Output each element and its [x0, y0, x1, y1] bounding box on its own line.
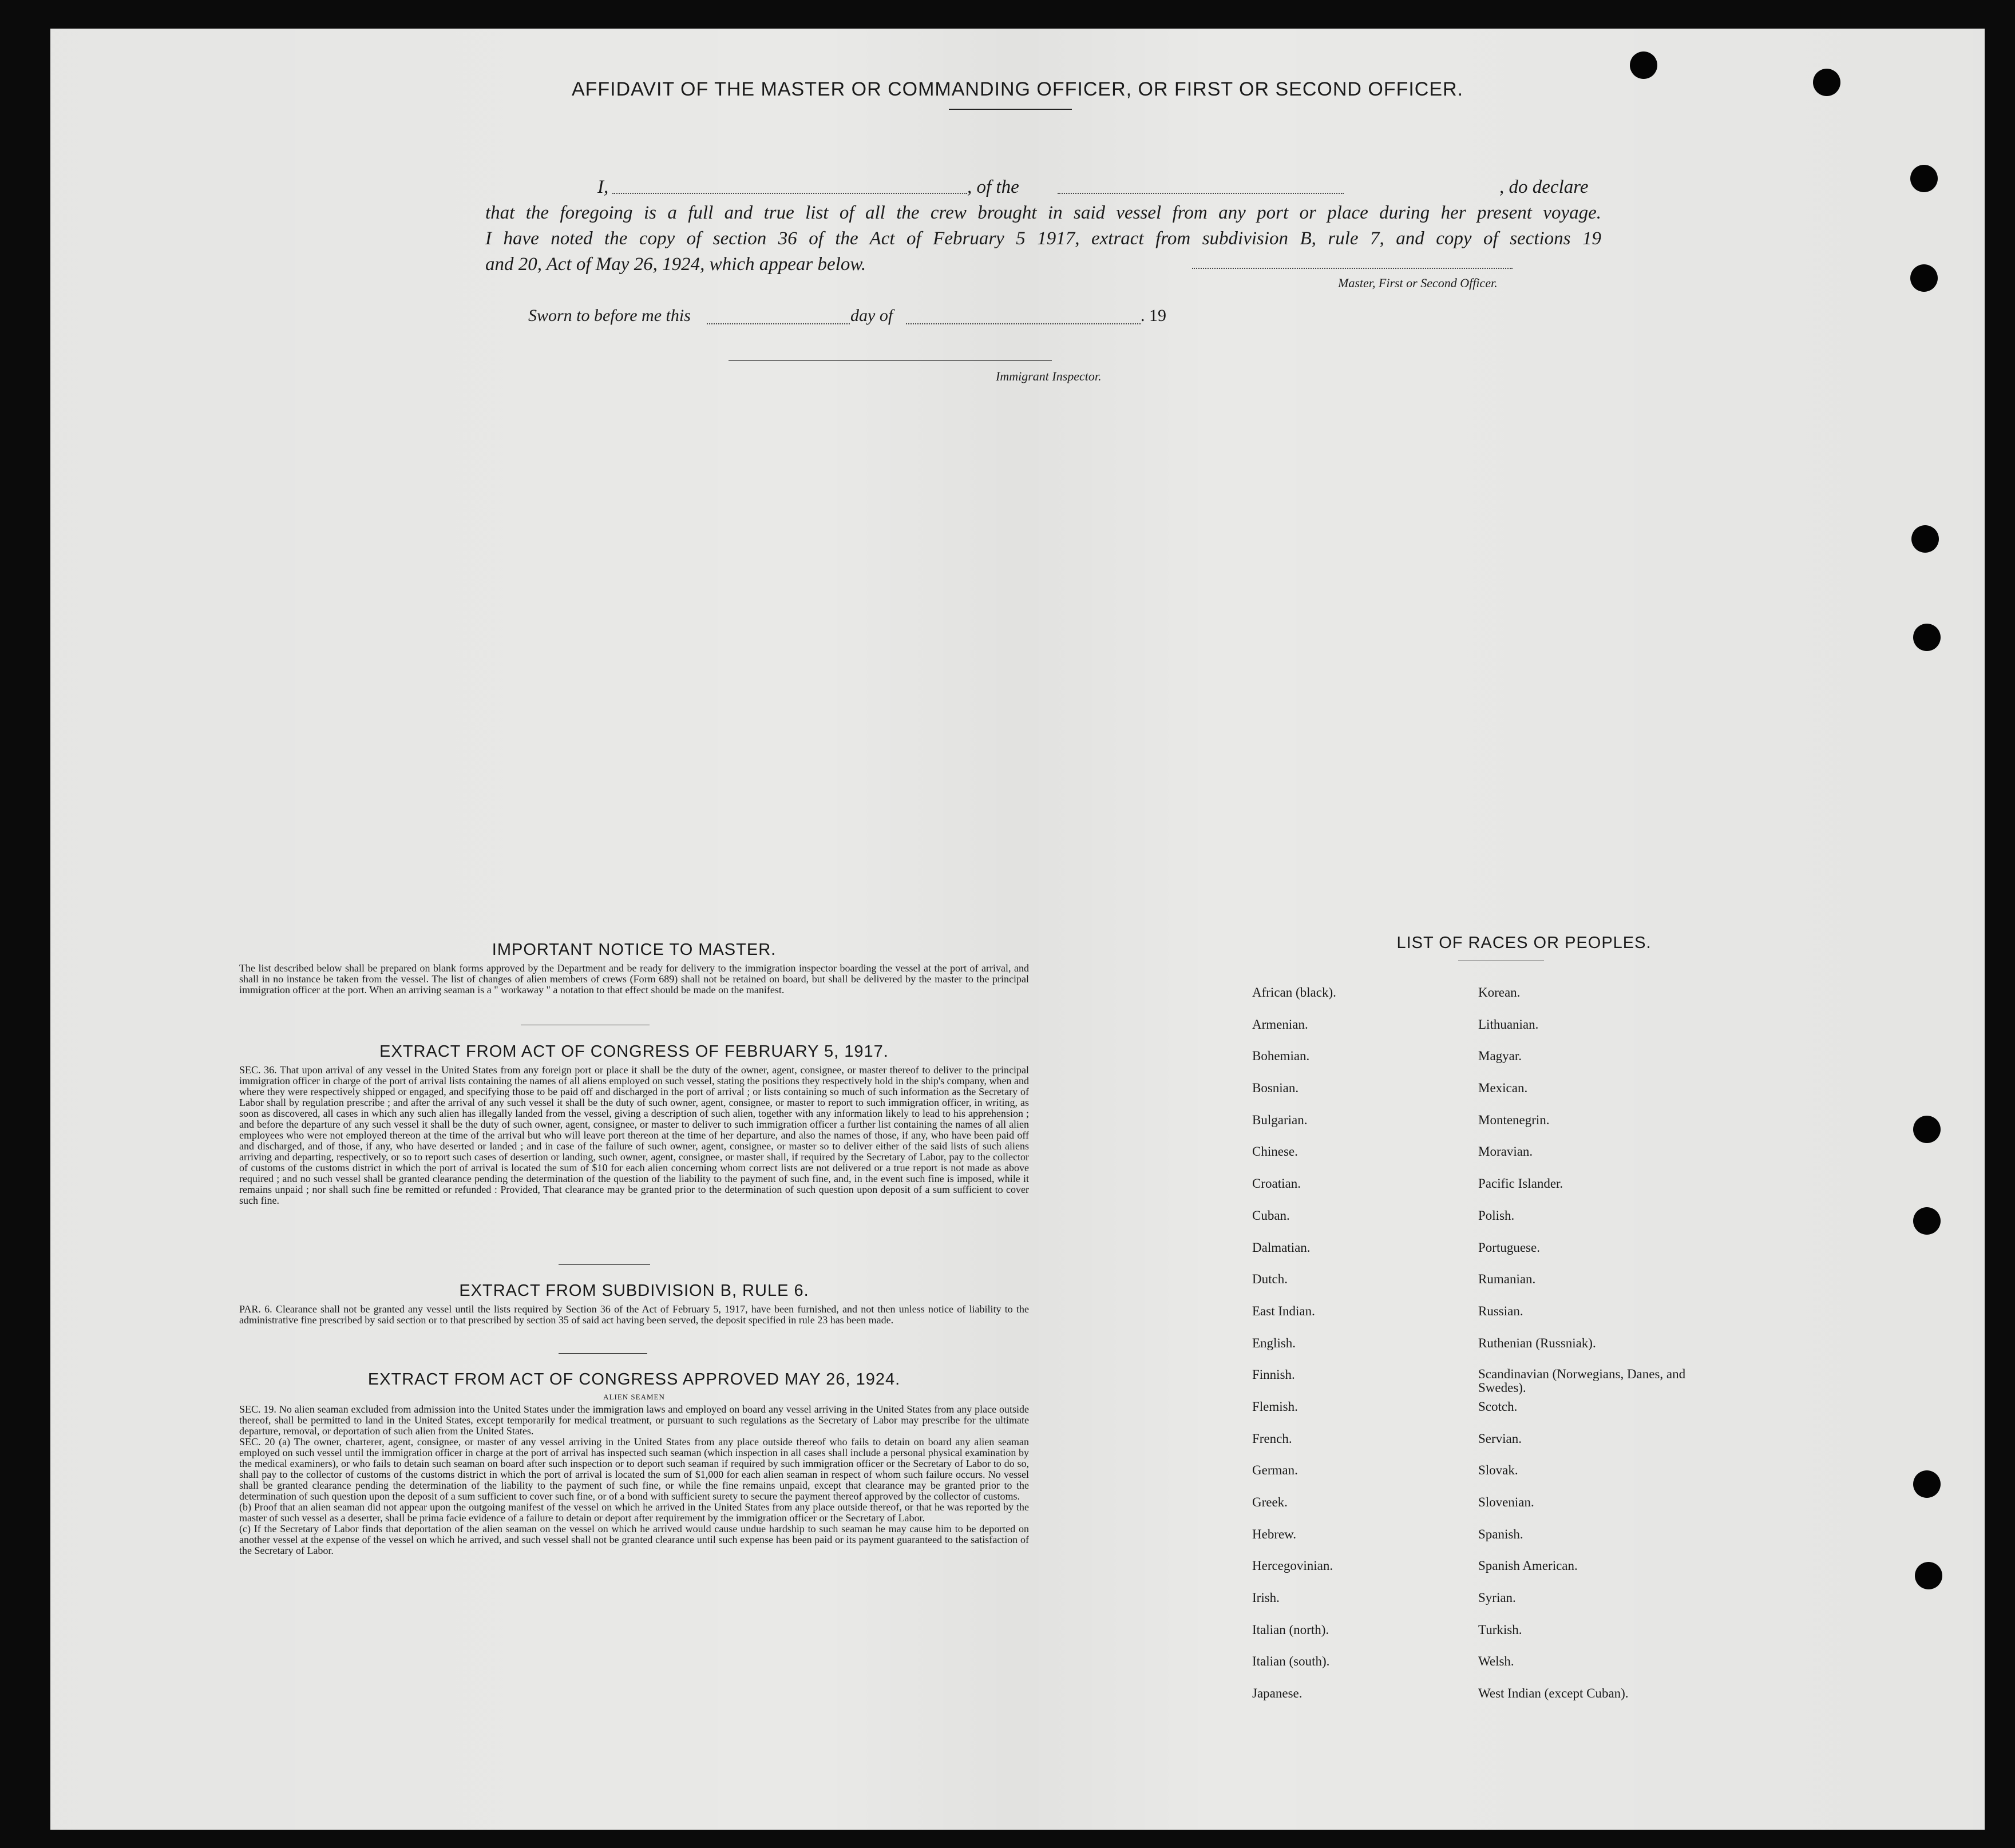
affiant-prefix: I,	[597, 177, 609, 197]
race-item: English.	[1252, 1335, 1296, 1350]
race-item: Bosnian.	[1252, 1081, 1299, 1096]
race-item: Hercegovinian.	[1252, 1558, 1333, 1573]
race-item: Pacific Islander.	[1478, 1176, 1563, 1191]
race-item: Syrian.	[1478, 1591, 1516, 1605]
vessel-of-label: , of the	[967, 177, 1019, 197]
race-item: Hebrew.	[1252, 1526, 1297, 1541]
punch-hole	[1915, 1562, 1942, 1589]
sec-20c: (c) If the Secretary of Labor finds that deportation of the alien seaman on the vessel on which he arrived would cause undue hardship to such seaman he may cause him to be deported on another vessel at the expense of the vessel on which he arrived, and such vessel shall not be granted clearance until such expense has been paid or its payment guaranteed to the satisfaction of the Secretary of Labor.	[239, 1523, 1029, 1556]
affidavit-line-4: and 20, Act of May 26, 1924, which appear below.	[485, 254, 866, 275]
race-item: Russian.	[1478, 1303, 1523, 1318]
extract-1924-title: EXTRACT FROM ACT OF CONGRESS APPROVED MAY 26, 1924.	[367, 1370, 901, 1389]
race-item: Spanish American.	[1478, 1558, 1578, 1573]
extract-1917-title: EXTRACT FROM ACT OF CONGRESS OF FEBRUARY 5, 1917.	[379, 1042, 889, 1061]
race-item: Slovenian.	[1478, 1495, 1534, 1509]
race-item: Bulgarian.	[1252, 1112, 1308, 1127]
punch-hole	[1910, 165, 1938, 192]
inspector-label: Immigrant Inspector.	[996, 369, 1102, 383]
officer-signature-field[interactable]	[1192, 268, 1513, 269]
race-item: East Indian.	[1252, 1303, 1315, 1318]
race-item: French.	[1252, 1431, 1292, 1446]
sec-19: SEC. 19. No alien seaman excluded from admission into the United States under the immigration laws and employed on board any vessel arriving in the United States from any place outside thereof, shall be permitted to land in the United States, except temporarily for medical treatment, or pursuant to such regulations as the Secretary of Labor may prescribe for the ultimate departure, removal, or deportation of such alien from the United States.	[239, 1403, 1029, 1437]
race-item: Ruthenian (Russniak).	[1478, 1335, 1596, 1350]
race-item: Korean.	[1478, 985, 1521, 1000]
races-left-column	[1252, 985, 1336, 1718]
race-item: Slovak.	[1478, 1463, 1518, 1478]
sec-20b: (b) Proof that an alien seaman did not appear upon the outgoing manifest of the vessel on which he arrived in the United States from any place outside thereof, or that he was reported by the master of such vessel as a deserter, shall be prima facie evidence of a failure to detain or deport after requirement by the immigration officer or the Secretary of Labor.	[239, 1501, 1029, 1524]
extract-1924-text	[239, 1404, 1029, 1556]
race-item: Greek.	[1252, 1495, 1288, 1509]
document-page	[50, 29, 1985, 1830]
punch-hole	[1630, 51, 1657, 79]
race-item: Cuban.	[1252, 1208, 1290, 1223]
sworn-day-label: day of	[850, 306, 893, 325]
race-item: Croatian.	[1252, 1176, 1301, 1191]
inspector-signature-field[interactable]	[729, 360, 1052, 361]
officer-signature-label: Master, First or Second Officer.	[1338, 276, 1498, 290]
races-title: LIST OF RACES OR PEOPLES.	[1396, 934, 1652, 952]
race-item: African (black).	[1252, 985, 1336, 1000]
affidavit-line-3: I have noted the copy of section 36 of the Act of February 5 1917, extract from subdivision B, rule 7, and copy of sections 19	[485, 228, 1601, 249]
race-item: Portuguese.	[1478, 1240, 1540, 1255]
sworn-prefix: Sworn to before me this	[528, 306, 691, 325]
affidavit-line-1	[485, 175, 1601, 200]
alien-seamen-subtitle: ALIEN SEAMEN	[603, 1393, 665, 1401]
affidavit-title: AFFIDAVIT OF THE MASTER OR COMMANDING OFFICER, OR FIRST OR SECOND OFFICER.	[571, 78, 1464, 100]
races-right-column	[1478, 985, 1719, 1718]
race-item: German.	[1252, 1463, 1298, 1478]
race-item: Rumanian.	[1478, 1272, 1536, 1287]
race-item: Turkish.	[1478, 1622, 1522, 1637]
race-item: Finnish.	[1252, 1367, 1295, 1382]
race-item: Italian (north).	[1252, 1622, 1329, 1637]
extract-rule6-title: EXTRACT FROM SUBDIVISION B, RULE 6.	[459, 1282, 809, 1300]
punch-hole	[1913, 624, 1941, 651]
race-item: Armenian.	[1252, 1017, 1308, 1032]
extract-1917-text: SEC. 36. That upon arrival of any vessel in the United States from any foreign port or place it shall be the duty of the owner, agent, consignee, or master thereof to deliver to the principal immigration officer in charge of the port of arrival lists containing the names of all aliens employed on such vessel, stating the positions they respectively hold in the ship's company, when and where they were respectively shipped or engaged, and specifying those to be paid off and discharged in the port of arrival ; or lists containing so much of such information as the Secretary of Labor shall by regulation prescribe ; and after the arrival of any such vessel it shall be the duty of such owner, agent, consignee, or master to report to such immigration officer, in writing, as soon as discovered, all cases in which any such alien has illegally landed from the vessel, giving a description of such alien, together with any information likely to lead to his apprehension ; and before the departure of any such vessel it shall be the duty of such owner, agent, consignee, or master to deliver to such immigration officer a further list containing the names of all alien employees who were not employed thereon at the time of the arrival but who will leave port thereon at the time of her departure, and also the names of those, if any, who have been paid off and discharged, and of those, if any, who have deserted or landed ; and in case of the failure of such owner, agent, consignee, or master so to deliver either of the said lists of such aliens arriving and departing, respectively, or so to report such cases of desertion or landing, such owner, agent, consignee, or master shall, if required by the Secretary of Labor, pay to the collector of customs of the customs district in which the port of arrival is located the sum of $10 for each alien concerning whom correct lists are not delivered or a true report is not made as above required ; and no such vessel shall be granted clearance pending the determination of the question of the liability to the payment of such fine, and, in the event such fine is imposed, while it remains unpaid ; nor shall such fine be remitted or refunded : Provided, That clearance may be granted prior to the determination of such question upon deposit of a sum sufficient to cover such fine.	[239, 1064, 1029, 1206]
race-item: Dalmatian.	[1252, 1240, 1311, 1255]
race-item: Mexican.	[1478, 1081, 1528, 1096]
race-item: Welsh.	[1478, 1654, 1514, 1669]
race-item: Flemish.	[1252, 1399, 1298, 1414]
punch-hole	[1913, 1207, 1941, 1235]
race-item: Magyar.	[1478, 1049, 1522, 1064]
race-item: Irish.	[1252, 1591, 1280, 1605]
race-item: Lithuanian.	[1478, 1017, 1539, 1032]
affidavit-declaration	[485, 175, 1601, 277]
race-item: Polish.	[1478, 1208, 1515, 1223]
section-divider	[559, 1264, 650, 1265]
punch-hole	[1911, 525, 1939, 553]
race-item: West Indian (except Cuban).	[1478, 1686, 1629, 1701]
sworn-day-field[interactable]	[707, 323, 850, 324]
extract-rule6-text: PAR. 6. Clearance shall not be granted any vessel until the lists required by Section 36 of the Act of February 5, 1917, have been furnished, and not then unless notice of liability to the administrative fine prescribed by said section or to that prescribed by section 35 of said act having been served, the deposit specified in rule 23 has been made.	[239, 1303, 1029, 1326]
punch-hole	[1913, 1116, 1941, 1143]
race-item: Dutch.	[1252, 1272, 1288, 1287]
sworn-month-field[interactable]	[906, 323, 1141, 324]
race-item: Moravian.	[1478, 1144, 1533, 1159]
race-item: Italian (south).	[1252, 1654, 1330, 1669]
affiant-name-field[interactable]	[612, 193, 967, 194]
punch-hole	[1910, 264, 1938, 292]
notice-text: The list described below shall be prepared on blank forms approved by the Department and be ready for delivery to the immigration inspector boarding the vessel at the port of arrival, and shall in no instance be taken from the vessel. The list of changes of alien members of crews (Form 689) shall not be retained on board, but shall be delivered by the master to the principal immigration officer at the port. When an arriving seaman is a " workaway " a notation to that effect should be made on the manifest.	[239, 962, 1029, 996]
notice-title: IMPORTANT NOTICE TO MASTER.	[492, 941, 777, 959]
race-item: Bohemian.	[1252, 1049, 1310, 1064]
declare-label: , do declare	[1499, 177, 1589, 197]
race-item: Chinese.	[1252, 1144, 1298, 1159]
race-item: Scotch.	[1478, 1399, 1518, 1414]
punch-hole	[1913, 1470, 1941, 1498]
race-item: Servian.	[1478, 1431, 1522, 1446]
race-item: Scandinavian (Norwegians, Danes, and Swedes).	[1478, 1367, 1686, 1395]
section-divider	[559, 1353, 647, 1354]
sworn-line	[528, 306, 1215, 332]
sworn-year-label: . 19	[1141, 306, 1166, 325]
race-item: Montenegrin.	[1478, 1112, 1550, 1127]
affidavit-line-2: that the foregoing is a full and true list of all the crew brought in said vessel from any port or place during her present voyage.	[485, 203, 1601, 223]
sec-20a: SEC. 20 (a) The owner, charterer, agent, consignee, or master of any vessel arriving in the United States from any place outside thereof who fails to detain on board any alien seaman employed on such vessel until the immigration officer in charge at the port of arrival has inspected such seaman (which inspection in all cases shall include a personal physical examination by the medical examiners), or who fails to detain such seaman on board after such inspection or to deport such seaman if required by such immigration officer or the Secretary of Labor to do so, shall pay to the collector of customs of the customs district in which the port of arrival is located the sum of $1,000 for each alien seaman in respect of whom such failure occurs. No vessel shall be granted clearance pending the determination of the liability to the payment of such fine, or while the fine remains unpaid, except that clearance may be granted prior to the determination of such question upon the deposit of a sum sufficient to cover such fine, or of a bond with sufficient surety to secure the payment thereof approved by the collector of customs.	[239, 1436, 1029, 1502]
race-item: Spanish.	[1478, 1526, 1523, 1541]
race-item: Japanese.	[1252, 1686, 1303, 1701]
title-underline	[949, 109, 1072, 110]
vessel-name-field[interactable]	[1058, 193, 1344, 194]
